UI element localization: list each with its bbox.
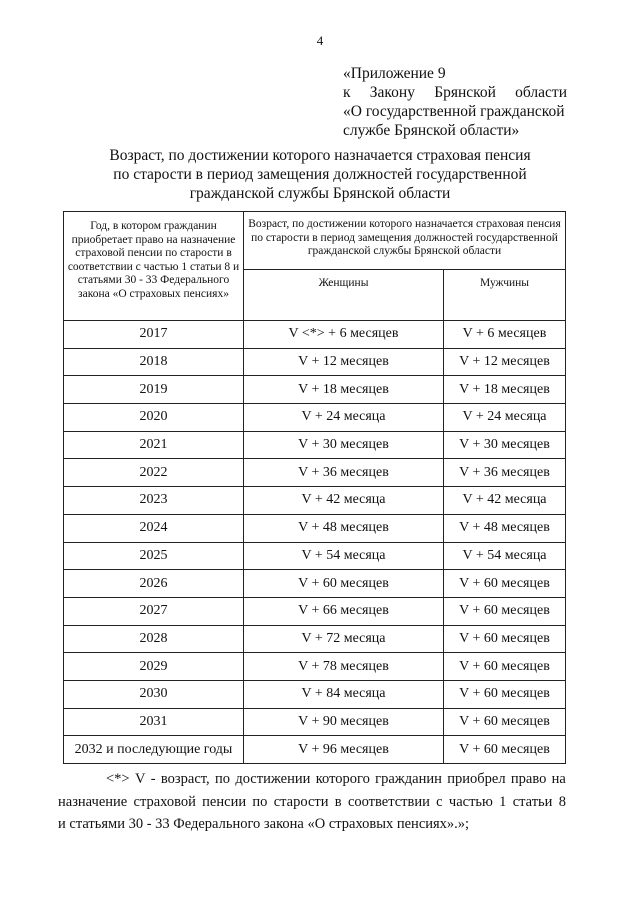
appendix-word: Брянской <box>434 84 496 101</box>
footnote-word: по <box>214 771 230 787</box>
table-row <box>64 570 566 598</box>
table-row <box>64 625 566 653</box>
cell-year: 2026 <box>64 570 244 598</box>
appendix-word: Закону <box>369 84 415 101</box>
header-women: Женщины <box>244 270 444 321</box>
footnote-word: по <box>252 793 268 810</box>
cell-men: V + 60 месяцев <box>444 736 566 764</box>
cell-men: V + 60 месяцев <box>444 570 566 598</box>
cell-year: 2029 <box>64 653 244 681</box>
cell-women: V <*> + 6 месяцев <box>244 321 444 349</box>
cell-year: 2032 и последующие годы <box>64 736 244 764</box>
cell-year: 2024 <box>64 514 244 542</box>
table-row <box>64 708 566 736</box>
footnote-line-1 <box>58 768 566 791</box>
appendix-block <box>343 64 567 140</box>
appendix-word: области <box>515 84 567 101</box>
cell-year: 2017 <box>64 321 244 349</box>
cell-year: 2018 <box>64 348 244 376</box>
cell-women: V + 54 месяца <box>244 542 444 570</box>
document-title <box>60 146 580 203</box>
header-men: Мужчины <box>444 270 566 321</box>
page-number: 4 <box>316 33 324 48</box>
cell-women: V + 72 месяца <box>244 625 444 653</box>
cell-men: V + 60 месяцев <box>444 653 566 681</box>
title-line: гражданской службы Брянской области <box>189 185 451 202</box>
footnote-word: с <box>436 793 443 810</box>
table-row <box>64 653 566 681</box>
cell-women: V + 12 месяцев <box>244 348 444 376</box>
table-body <box>64 321 566 764</box>
footnote-word: возраст, <box>160 771 210 787</box>
appendix-line-1: «Приложение 9 <box>343 65 446 82</box>
cell-men: V + 24 месяца <box>444 404 566 432</box>
cell-men: V + 36 месяцев <box>444 459 566 487</box>
footnote-word: в <box>334 793 342 810</box>
cell-women: V + 66 месяцев <box>244 597 444 625</box>
footnote-word: статьи <box>512 793 553 810</box>
pension-age-table <box>63 211 566 764</box>
header-year: Год, в котором гражданин приобретает право на назначение страховой пенсии по старости в соответствии с частью 1 статьи 8 и статьями 30 - 33 Федерального закона «О страховых пенсиях» <box>64 212 244 321</box>
cell-women: V + 96 месяцев <box>244 736 444 764</box>
cell-women: V + 30 месяцев <box>244 431 444 459</box>
table-row <box>64 431 566 459</box>
footnote-word: приобрел <box>447 771 506 787</box>
cell-year: 2020 <box>64 404 244 432</box>
cell-year: 2023 <box>64 487 244 515</box>
appendix-line-3: «О государственной гражданской <box>343 103 565 120</box>
cell-year: 2022 <box>64 459 244 487</box>
cell-men: V + 60 месяцев <box>444 708 566 736</box>
cell-men: V + 60 месяцев <box>444 625 566 653</box>
table-row <box>64 376 566 404</box>
footnote-word: которого <box>315 771 370 787</box>
table-row <box>64 514 566 542</box>
cell-year: 2027 <box>64 597 244 625</box>
footnote-word: гражданин <box>375 771 442 787</box>
footnote-line-2 <box>58 791 566 814</box>
header-age: Возраст, по достижении которого назначается страховая пенсия по старости в период замещения должностей государственной гражданской службы Брянской области <box>244 212 566 270</box>
footnote-word: страховой <box>133 793 196 810</box>
footnote-word: V <box>134 771 146 787</box>
cell-women: V + 18 месяцев <box>244 376 444 404</box>
footnote-word: соответствии <box>347 793 430 810</box>
footnote-word: на <box>551 771 566 787</box>
table-row <box>64 459 566 487</box>
cell-women: V + 90 месяцев <box>244 708 444 736</box>
table-row <box>64 487 566 515</box>
cell-women: V + 42 месяца <box>244 487 444 515</box>
title-line: по старости в период замещения должностей государственной <box>113 166 527 183</box>
appendix-word: к <box>343 84 351 101</box>
footnote-word: достижении <box>235 771 311 787</box>
cell-men: V + 18 месяцев <box>444 376 566 404</box>
cell-men: V + 6 месяцев <box>444 321 566 349</box>
cell-year: 2025 <box>64 542 244 570</box>
footnote-word: <*> <box>106 771 130 787</box>
cell-women: V + 78 месяцев <box>244 653 444 681</box>
footnote-word: старости <box>273 793 329 810</box>
cell-year: 2019 <box>64 376 244 404</box>
appendix-line-4: службе Брянской области» <box>343 122 520 139</box>
footnote-word: назначение <box>58 793 128 810</box>
footnote <box>58 768 566 836</box>
cell-men: V + 54 месяца <box>444 542 566 570</box>
footnote-word: - <box>150 771 156 787</box>
cell-men: V + 42 месяца <box>444 487 566 515</box>
cell-women: V + 60 месяцев <box>244 570 444 598</box>
table-row <box>64 404 566 432</box>
title-line: Возраст, по достижении которого назначается страховая пенсия <box>109 147 531 164</box>
footnote-word: право <box>510 771 547 787</box>
footnote-word: 1 <box>499 793 507 810</box>
cell-women: V + 48 месяцев <box>244 514 444 542</box>
footnote-word: пенсии <box>202 793 247 810</box>
cell-women: V + 84 месяца <box>244 680 444 708</box>
cell-men: V + 48 месяцев <box>444 514 566 542</box>
cell-men: V + 60 месяцев <box>444 597 566 625</box>
table-row <box>64 321 566 349</box>
cell-year: 2030 <box>64 680 244 708</box>
table-row <box>64 680 566 708</box>
table-row <box>64 597 566 625</box>
table-row <box>64 348 566 376</box>
table-row <box>64 736 566 764</box>
cell-men: V + 60 месяцев <box>444 680 566 708</box>
footnote-line-3: и статьями 30 - 33 Федерального закона «О страховых пенсиях».»; <box>58 816 470 832</box>
cell-year: 2031 <box>64 708 244 736</box>
cell-women: V + 36 месяцев <box>244 459 444 487</box>
cell-men: V + 12 месяцев <box>444 348 566 376</box>
footnote-word: частью <box>448 793 493 810</box>
appendix-line-2 <box>343 83 567 102</box>
cell-women: V + 24 месяца <box>244 404 444 432</box>
table-row <box>64 542 566 570</box>
cell-year: 2021 <box>64 431 244 459</box>
footnote-word: 8 <box>558 793 566 810</box>
cell-men: V + 30 месяцев <box>444 431 566 459</box>
cell-year: 2028 <box>64 625 244 653</box>
